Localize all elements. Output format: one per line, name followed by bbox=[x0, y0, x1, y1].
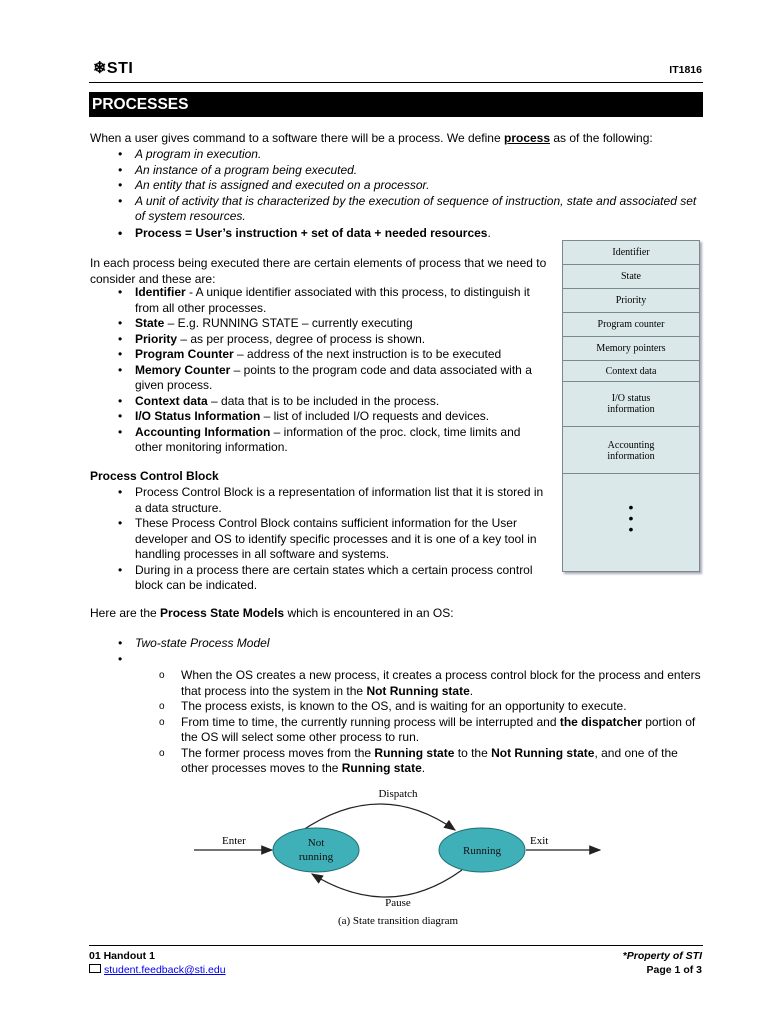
list-item: o The process exists, is known to the OS, and is waiting for an opportunity to execute. bbox=[90, 699, 704, 715]
intro-term: process bbox=[503, 131, 551, 145]
note-bold: Not Running state bbox=[491, 745, 595, 760]
not-running-state bbox=[273, 828, 359, 872]
element-desc: – points to the program code and data associated with a given process. bbox=[135, 362, 532, 392]
list-item bbox=[90, 715, 704, 746]
elements-intro: In each process being executed there are certain elements of process that we need to consider and these are: bbox=[90, 256, 547, 286]
formula-text: Process = User’s instruction + set of data + needed resources bbox=[135, 225, 488, 240]
intro-text: When a user gives command to a software there will be a process. We define bbox=[90, 131, 504, 145]
page-number: Page 1 of 3 bbox=[646, 964, 702, 976]
transition-notes bbox=[90, 668, 704, 777]
list-item: • Two-state Process Model bbox=[90, 636, 704, 652]
list-item bbox=[90, 285, 548, 316]
list-item: • A unit of activity that is characterized by the execution of sequence of instruction, state and associated set of system resources. bbox=[90, 194, 704, 225]
note-text: . bbox=[469, 683, 474, 698]
element-term: Program Counter bbox=[135, 347, 234, 361]
footer-divider bbox=[89, 945, 703, 946]
element-term: I/O Status Information bbox=[135, 409, 261, 423]
feedback-email-link[interactable]: student.feedback@sti.edu bbox=[104, 964, 226, 976]
element-term: Context data bbox=[135, 393, 208, 408]
definition-list bbox=[90, 147, 704, 241]
element-term: Memory Counter bbox=[135, 362, 231, 377]
list-item bbox=[90, 332, 548, 348]
dispatch-label: Dispatch bbox=[378, 788, 418, 800]
pcb-heading: Process Control Block bbox=[90, 469, 219, 483]
diagram-caption: (a) State transition diagram bbox=[337, 915, 459, 927]
pcb-row-memory-pointers: Memory pointers bbox=[563, 337, 699, 361]
handout-label: 01 Handout 1 bbox=[89, 950, 155, 962]
model-list bbox=[90, 636, 704, 667]
pcb-row-accounting: Accounting information bbox=[563, 428, 699, 474]
element-term: Priority bbox=[135, 331, 178, 346]
course-code: IT1816 bbox=[669, 64, 702, 76]
models-text-end: which is encountered in an OS: bbox=[284, 606, 454, 620]
models-intro bbox=[90, 606, 704, 622]
page-title: PROCESSES bbox=[89, 92, 703, 117]
logo-icon: ❄ bbox=[93, 60, 107, 77]
list-item bbox=[90, 316, 548, 332]
pause-arrow bbox=[312, 870, 462, 897]
note-text: The former process moves from the bbox=[181, 745, 375, 760]
pcb-row-identifier: Identifier bbox=[563, 241, 699, 265]
list-item bbox=[90, 652, 704, 668]
element-desc: – list of included I/O requests and devices. bbox=[260, 409, 490, 423]
list-item bbox=[90, 409, 548, 425]
note-bold: Running state bbox=[374, 745, 455, 760]
models-text: Here are the bbox=[90, 606, 161, 620]
pcb-row-program-counter: Program counter bbox=[563, 313, 699, 337]
note-text: From time to time, the currently running process will be interrupted and bbox=[181, 714, 560, 729]
models-term: Process State Models bbox=[160, 606, 285, 620]
element-term: Accounting Information bbox=[135, 424, 271, 439]
not-running-label-2: running bbox=[298, 851, 334, 863]
pause-label: Pause bbox=[385, 897, 411, 909]
pcb-row-priority: Priority bbox=[563, 289, 699, 313]
property-notice: *Property of STI bbox=[622, 950, 702, 962]
intro-text-end: as of the following: bbox=[550, 131, 653, 145]
sti-logo: ❄STI bbox=[93, 60, 134, 77]
list-item bbox=[90, 668, 704, 699]
running-label: Running bbox=[463, 845, 501, 857]
note-bold: Not Running state bbox=[366, 683, 470, 698]
enter-label: Enter bbox=[222, 835, 246, 847]
element-desc: – E.g. RUNNING STATE – currently executing bbox=[164, 316, 413, 330]
pcb-diagram bbox=[562, 240, 700, 572]
note-text: . bbox=[421, 761, 426, 775]
list-item bbox=[90, 394, 548, 410]
pcb-row-io-status: I/O status information bbox=[563, 382, 699, 427]
header-divider bbox=[89, 82, 703, 83]
footer-email bbox=[89, 964, 226, 976]
state-transition-diagram bbox=[190, 782, 610, 932]
pcb-row-state: State bbox=[563, 265, 699, 289]
not-running-label-1: Not bbox=[307, 837, 325, 849]
element-desc: – data that is to be included in the process. bbox=[207, 393, 440, 408]
element-term: State bbox=[135, 316, 165, 330]
list-item: • A program in execution. bbox=[90, 147, 704, 163]
list-item: • These Process Control Block contains sufficient information for the User developer and OS to identify specific processes and it is one of a key tool in handling processes in all software and systems. bbox=[90, 516, 548, 563]
note-text: When the OS creates a new process, it creates a process control block for the process and enters that process into the system in the bbox=[181, 668, 701, 698]
note-text: portion of the OS will select some other process to run. bbox=[181, 714, 696, 744]
list-item bbox=[90, 425, 548, 456]
list-item: • During in a process there are certain states which a certain process control block can be indicated. bbox=[90, 563, 548, 594]
note-text: , and one of the other processes moves to the bbox=[181, 745, 678, 775]
list-item bbox=[90, 363, 548, 394]
note-text: to the bbox=[454, 745, 492, 760]
exit-label: Exit bbox=[530, 835, 549, 847]
list-item: • Process Control Block is a representation of information list that it is stored in a data structure. bbox=[90, 485, 548, 516]
list-item bbox=[90, 746, 704, 777]
note-bold: Running state bbox=[341, 761, 422, 775]
pcb-list bbox=[90, 485, 548, 594]
formula-item: • Process = User’s instruction + set of data + needed resources. bbox=[90, 226, 704, 242]
mail-icon bbox=[89, 964, 101, 973]
list-item bbox=[90, 347, 548, 363]
pcb-row-context-data: Context data bbox=[563, 361, 699, 382]
list-item: • An instance of a program being executed. bbox=[90, 163, 704, 179]
element-desc: – address of the next instruction is to be executed bbox=[233, 347, 502, 361]
element-list bbox=[90, 285, 548, 456]
note-bold: the dispatcher bbox=[559, 714, 642, 729]
pcb-ellipsis: • • • bbox=[628, 499, 634, 537]
element-term: Identifier bbox=[135, 285, 186, 299]
intro-paragraph bbox=[90, 131, 704, 147]
element-desc: – as per process, degree of process is shown. bbox=[177, 331, 426, 346]
list-item: • An entity that is assigned and executed on a processor. bbox=[90, 178, 704, 194]
element-desc: - A unique identifier associated with this process, to distinguish it from all other processes. bbox=[135, 285, 530, 315]
element-desc: – information of the proc. clock, time limits and other monitoring information. bbox=[135, 424, 521, 454]
